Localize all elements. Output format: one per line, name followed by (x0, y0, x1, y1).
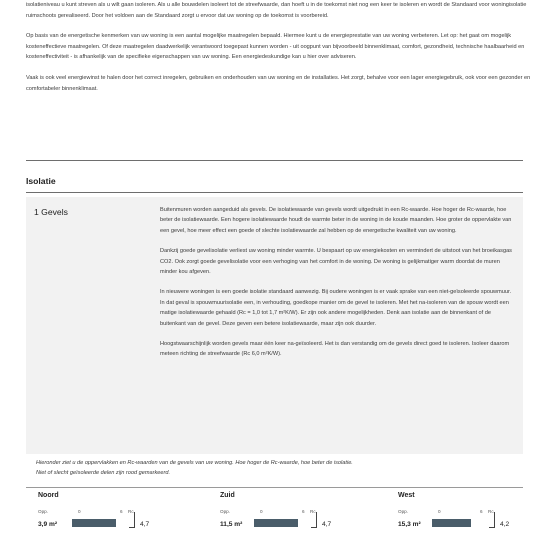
direction-title: West (398, 492, 415, 499)
rc-bar-bracket (311, 512, 317, 528)
area-value: 15,3 m² (398, 521, 421, 528)
scale-label-opp: Opp. (398, 509, 408, 514)
rc-value: 4,2 (500, 521, 510, 528)
scale-label-rc: Rc (310, 509, 316, 514)
rc-bar-track (432, 519, 488, 527)
rc-bar-bracket (489, 512, 495, 528)
scale-tick-max: 6 (480, 509, 483, 514)
scale-label-opp: Opp. (38, 509, 48, 514)
directions-divider (26, 487, 523, 488)
section-title-divider (26, 192, 523, 193)
gevels-paragraph-4: Hoogstwaarschijnlijk worden gevels maar één keer na-geïsoleerd. Het is dan verstandig om de gevels direct goed te isoleren. Isoleer daarom meteen richting de streefwaarde (Rc 6,0 m²K/W). (160, 341, 510, 358)
gevels-body (160, 205, 512, 370)
intro-paragraph-2: Op basis van de energetische kenmerken van uw woning is een aantal mogelijke maatregelen bepaald. Hiermee kunt u de energieprestatie van uw woning verbeteren. Let op: het gaat om mogelijk kosteneffectieve maatregelen. Of deze maatregelen daadwerkelijk verantwoord toegepast kunnen worden - uit oogpunt van bijvoorbeeld binnenklimaat, comfort, gezondheid, technische haalbaarheid en kosteneffectiviteit - is afhankelijk van de specifieke eigenschappen van uw woning. Een energiedeskundige kan u hier over adviseren. (26, 33, 525, 61)
intro-text (26, 0, 531, 104)
scale-label-rc: Rc (488, 509, 494, 514)
gevels-paragraph-2: Dankzij goede gevelisolatie verliest uw woning minder warmte. U bespaart op uw energiekosten en vermindert de uitstoot van het broeikasgas CO2. Ook zorgt goede gevelisolatie voor een verhoging van het comfort in de woning. De woning is gelijkmatiger warm doordat de muren minder kou afgeven. (160, 248, 512, 276)
intro-paragraph-1: isolatieniveau u kunt streven als u wilt gaan isoleren. Als u alle bouwdelen isoleert tot de streefwaarde, dan hoeft u in de toekomst niet nog een keer te isoleren en wordt de Standaard voor woningisolatie ruimschoots gerealiseerd. Door het voldoen aan de Standaard zorgt u ervoor dat uw woning op de toekomst is voorbereid. (26, 2, 527, 19)
rc-bar-bracket (129, 512, 135, 528)
scale-label-opp: Opp. (220, 509, 230, 514)
scale-tick-max: 6 (120, 509, 123, 514)
scale-tick-min: 0 (438, 509, 441, 514)
scale-tick-min: 0 (260, 509, 263, 514)
gevels-heading: 1 Gevels (34, 207, 68, 217)
section-divider (26, 160, 523, 161)
area-value: 3,9 m² (38, 521, 58, 528)
gevels-note (26, 458, 523, 478)
intro-paragraph-3: Vaak is ook veel energiewinst te halen door het correct inregelen, gebruiken en onderhouden van uw woning en de installaties. Het zorgt, behalve voor een lager energiegebruik, ook voor een gezonder en comfortabeler binnenklimaat. (26, 74, 531, 92)
direction-zuid (220, 492, 340, 540)
scale-tick-max: 6 (302, 509, 305, 514)
rc-value: 4,7 (140, 521, 150, 528)
rc-bar-track (254, 519, 310, 527)
direction-noord (38, 492, 158, 540)
direction-title: Noord (38, 492, 59, 499)
rc-bar-fill (432, 519, 471, 527)
rc-value: 4,7 (322, 521, 332, 528)
rc-bar-fill (72, 519, 116, 527)
rc-bar-track (72, 519, 128, 527)
scale-label-rc: Rc (128, 509, 134, 514)
note-line-1: Hieronder ziet u de oppervlakken en Rc-waarden van de gevels van uw woning. Hoe hoger de Rc-waarde, hoe beter de isolatie. (36, 460, 353, 466)
note-line-2: Niet of slecht geïsoleerde delen zijn rood gemarkeerd. (36, 470, 171, 476)
gevels-paragraph-1: Buitenmuren worden aangeduid als gevels. De isolatiewaarde van gevels wordt uitgedrukt in een Rc-waarde. Hoe hoger de Rc-waarde, hoe beter de isolatiewaarde. Een hogere isolatiewaarde houdt de warmte beter in de woning in de koude maanden. Hoe groter de oppervlakte van een gevel, hoe meer effect een goede of slechte isolatiewaarde zal hebben op de energetische kwaliteit van uw woning. (160, 207, 512, 234)
area-value: 11,5 m² (220, 521, 243, 528)
direction-title: Zuid (220, 492, 235, 499)
scale-tick-min: 0 (78, 509, 81, 514)
rc-bar-fill (254, 519, 298, 527)
section-title: Isolatie (26, 176, 56, 186)
direction-west (398, 492, 518, 540)
gevels-paragraph-3: In nieuwere woningen is een goede isolatie standaard aanwezig. Bij oudere woningen is er vaak sprake van een niet-geïsoleerde spouwmuur. In dat geval is spouwmuurisolatie een, in verhouding, goedkope manier om de gevel te isoleren. Met het na-isoleren van de spouw wordt een matige isolatiewaarde gehaald (Rc = 1,0 tot 1,7 m²K/W). Er zijn ook andere mogelijkheden. Denk aan isolatie aan de binnenkant of de buitenkant van de gevel. Deze geven een betere isolatiewaarde, maar zijn ook duurder. (160, 289, 512, 327)
